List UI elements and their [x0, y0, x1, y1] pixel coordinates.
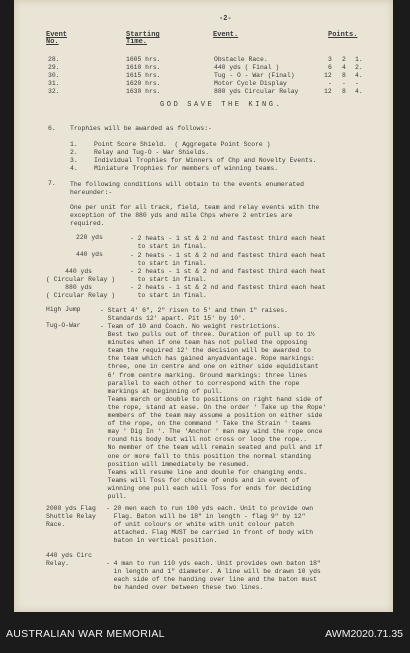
section-number: 6. [48, 125, 56, 132]
shuttle-relay-text: - 20 men each to run 100 yds each. Unit to provide own Flag. Baton will be 18" in length - flag 9" by 12" of unit colours or white with unit colour patch attached. Flag MUST be carried in front of body with baton in vertical position. [106, 505, 314, 544]
section-heading: The following conditions will obtain to the events enumerated hereunder:- [70, 181, 304, 196]
archive-footer [0, 612, 410, 653]
page-marker: -2- [219, 15, 232, 23]
row-points-second: 4 [342, 64, 346, 71]
section-number: 7. [48, 180, 56, 187]
row-event-no: 30. [48, 72, 60, 79]
row-points-first: - [328, 80, 332, 87]
row-time: 1615 hrs. [126, 72, 161, 79]
row-points-third: 2. [355, 64, 363, 71]
col-header-event: Event. [213, 31, 239, 39]
list-item: Relay and Tug-O - War Shields. [94, 149, 210, 156]
heat-text: - 2 heats - 1 st & 2 nd and fastest third each heat to start in final. [130, 252, 326, 267]
row-points-third: 1. [355, 56, 363, 63]
heat-label: 440 yds ( Circular Relay ) [46, 268, 116, 283]
high-jump-label: High Jump [46, 306, 81, 313]
list-number: 2. [70, 149, 78, 156]
row-points-third: 4. [355, 72, 363, 79]
row-points-second: 8 [342, 72, 346, 79]
list-item: Point Score Shield. ( Aggregate Point Score ) [94, 141, 271, 148]
list-number: 4. [70, 165, 78, 172]
document-page [14, 0, 393, 612]
intro-paragraph: One per unit for all track, field, team and relay events with the exception of the 880 yds and mile Chps where 2 entries are required. [70, 204, 320, 227]
row-points-first: 12 [324, 72, 332, 79]
heat-text: - 2 heats - 1 st & 2 nd and fastest third each heat to start in final. [130, 268, 326, 283]
row-points-second: - [342, 80, 346, 87]
accession-number: AWM2020.71.35 [325, 628, 403, 640]
row-event: 440 yds ( Final ) [214, 64, 280, 71]
circ-relay-text: - 4 man to run 110 yds each. Unit provides own baton 18" in length and 1" diameter. A line will be drawn 10 yds each side of the handing over line and the baton must be handed over between these two lines. [106, 560, 321, 591]
list-item: Miniature Trophies for members of winning teams. [94, 165, 279, 172]
row-time: 1610 hrs. [126, 64, 161, 71]
list-number: 1. [70, 141, 78, 148]
row-event: Tug - O - War (Final) [214, 72, 295, 79]
row-points-third: 4. [355, 88, 363, 95]
list-item: Individual Trophies for Winners of Chp and Novelty Events. [94, 157, 317, 164]
heat-label: 220 yds [76, 234, 103, 241]
circ-relay-label: 440 yds Circ Relay. [46, 552, 93, 567]
row-points-first: 6 [328, 64, 332, 71]
section-heading: Trophies will be awarded as follows:- [70, 125, 212, 132]
row-event: Obstacle Race. [214, 56, 268, 63]
heat-text: - 2 heats - 1 st & 2 nd and fastest third each heat to start in final. [130, 284, 326, 299]
heat-label: 880 yds ( Circular Relay ) [46, 284, 116, 299]
row-time: 1620 hrs. [126, 80, 161, 87]
row-points-second: 2 [342, 56, 346, 63]
col-header-points: Points. [328, 31, 358, 39]
row-time: 1605 hrs. [126, 56, 161, 63]
motto: GOD SAVE THE KING. [160, 101, 283, 109]
row-points-second: 8 [342, 88, 346, 95]
heat-text: - 2 heats - 1 st & 2 nd and fastest third each heat to start in final. [130, 235, 326, 250]
row-event: 880 yds Circular Relay [214, 88, 299, 95]
row-points-first: 3 [328, 56, 332, 63]
row-points-first: 12 [324, 88, 332, 95]
col-header-event-no: Event No. [46, 31, 68, 47]
heat-label: 440 yds [76, 251, 103, 258]
tug-o-war-label: Tug-O-War [46, 322, 81, 329]
list-number: 3. [70, 157, 78, 164]
shuttle-relay-label: 2000 yds Flag Shuttle Relay Race. [46, 505, 96, 528]
high-jump-text: - Start 4' 6", 2" risen to 5' and then 1" raises. Standards 12' apart. Pit 15' by 10'. [100, 307, 288, 322]
tug-o-war-text: - Team of 10 and Coach. No weight restrictions. Best two pulls out of three. Duration of pull up to 1½ minutes when if one team has not pulled the opposing team the required 12' the decision will be awarded to the team which has gained anyadvantage. Rope markings: three, one in centre and one on either side equidistant 6' from centre marking. Ground markings: three lines parallel to each other to correspond with the rope markings at beginning of pull. Teams march or double to positions on right hand side of the rope, stand at ease. On the order ' Take up the Rope' members of the team may assume a position on either side of the rope, on the command ' Take the Strain ' teams may ' Dig In '. The 'Anchor ' man may wind the rope once round his body but will not cross or loop the rope.. No member of the team will remain seated and pull and if one or more fall to this position the normal standing position will immediately be resumed. Teams will resume line and double for changing ends. Teams will Toss for choice of ends and in event of winning one pull each will Toss for ends for deciding pull. [100, 323, 327, 500]
row-time: 1630 hrs. [126, 88, 161, 95]
row-event-no: 29. [48, 64, 60, 71]
row-event-no: 28. [48, 56, 60, 63]
row-event: Motor Cycle Display [214, 80, 287, 87]
row-event-no: 32. [48, 88, 60, 95]
institution-label: AUSTRALIAN WAR MEMORIAL [6, 628, 165, 640]
row-event-no: 31. [48, 80, 60, 87]
col-header-starting-time: Starting Time. [126, 31, 160, 47]
row-points-third: - [355, 80, 359, 87]
